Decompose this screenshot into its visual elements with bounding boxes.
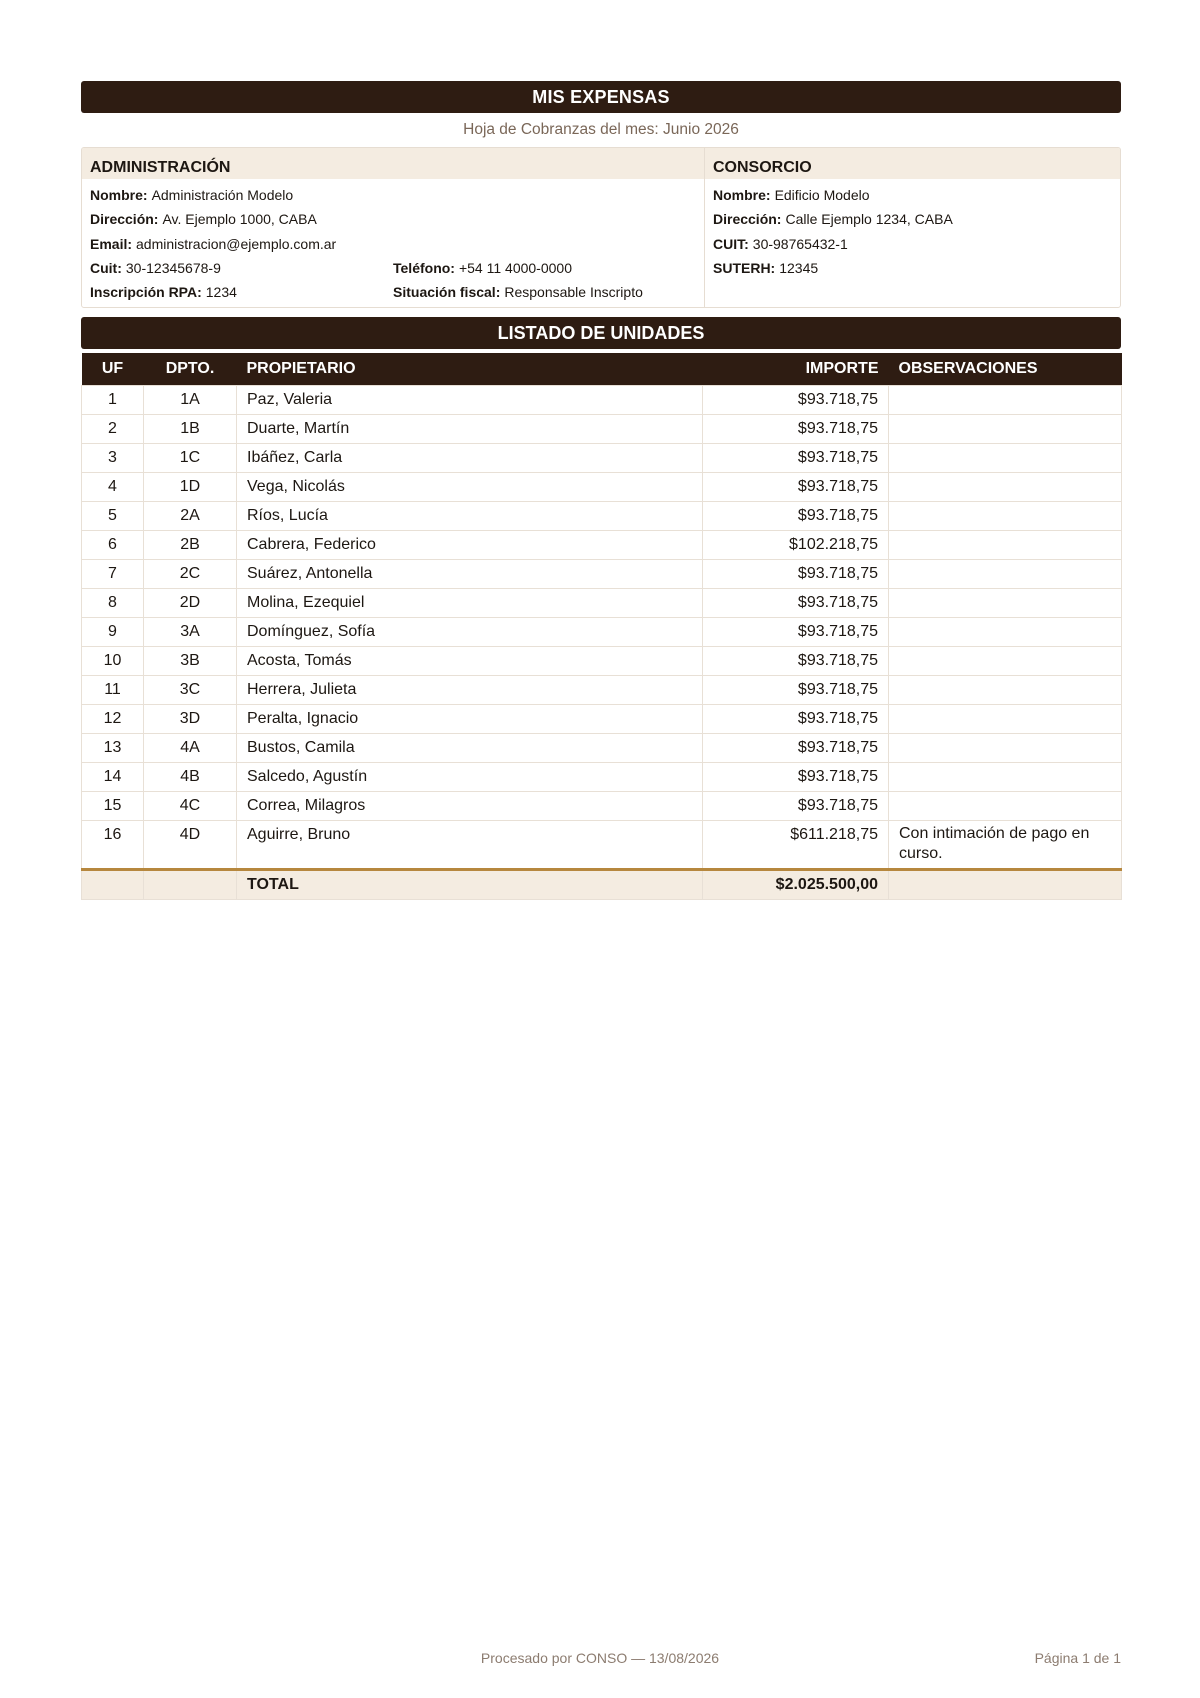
uf-cell: 14 <box>82 762 144 791</box>
table-row <box>82 588 1122 617</box>
consorcio-nombre-label: Nombre: <box>713 187 771 203</box>
admin-telefono-value: +54 11 4000-0000 <box>458 259 572 276</box>
table-row <box>82 762 1122 791</box>
uf-cell: 5 <box>82 501 144 530</box>
listado-title: LISTADO DE UNIDADES <box>81 317 1121 349</box>
column-header-observaciones: OBSERVACIONES <box>898 359 1038 377</box>
table-row <box>82 443 1122 472</box>
dpto-cell: 3D <box>144 704 237 733</box>
admin-rpa-label: Inscripción RPA: <box>90 284 202 301</box>
uf-cell: 11 <box>82 675 144 704</box>
importe-cell: $102.218,75 <box>703 530 889 559</box>
table-row <box>82 791 1122 820</box>
importe-cell: $93.718,75 <box>703 733 889 762</box>
observaciones-cell <box>889 588 1122 617</box>
propietario-cell: Ríos, Lucía <box>237 501 703 530</box>
table-row <box>82 385 1122 414</box>
admin-direccion-line <box>90 207 696 231</box>
importe-cell: $93.718,75 <box>703 762 889 791</box>
uf-cell: 6 <box>82 530 144 559</box>
table-row <box>82 646 1122 675</box>
info-panel <box>81 147 1121 308</box>
table-row <box>82 414 1122 443</box>
uf-cell: 7 <box>82 559 144 588</box>
table-row <box>82 530 1122 559</box>
consorcio-suterh-line <box>713 256 1112 280</box>
propietario-cell: Correa, Milagros <box>237 791 703 820</box>
propietario-cell: Duarte, Martín <box>237 414 703 443</box>
importe-cell: $93.718,75 <box>703 675 889 704</box>
admin-nombre-value: Administración Modelo <box>151 187 294 203</box>
observaciones-cell <box>889 472 1122 501</box>
propietario-cell: Molina, Ezequiel <box>237 588 703 617</box>
importe-cell: $93.718,75 <box>703 559 889 588</box>
dpto-cell: 1C <box>144 443 237 472</box>
column-header-dpto: DPTO. <box>165 359 215 377</box>
uf-cell: 13 <box>82 733 144 762</box>
importe-cell: $93.718,75 <box>703 501 889 530</box>
table-row <box>82 733 1122 762</box>
observaciones-cell <box>889 733 1122 762</box>
propietario-cell: Cabrera, Federico <box>237 530 703 559</box>
column-header-importe: IMPORTE <box>805 359 879 377</box>
consorcio-direccion-value: Calle Ejemplo 1234, CABA <box>785 211 953 228</box>
uf-cell: 1 <box>82 385 144 414</box>
observaciones-cell <box>889 704 1122 733</box>
table-row <box>82 559 1122 588</box>
total-empty-cell <box>144 869 237 899</box>
table-row <box>82 675 1122 704</box>
propietario-cell: Aguirre, Bruno <box>237 820 703 869</box>
footer-processed: Procesado por CONSO — 13/08/2026 <box>480 1650 720 1666</box>
consorcio-section <box>705 148 1120 307</box>
importe-cell: $93.718,75 <box>703 617 889 646</box>
consorcio-direccion-line <box>713 207 1112 231</box>
admin-telefono-label: Teléfono: <box>393 259 455 276</box>
importe-cell: $93.718,75 <box>703 472 889 501</box>
dpto-cell: 1D <box>144 472 237 501</box>
consorcio-suterh-value: 12345 <box>779 259 819 276</box>
dpto-cell: 4C <box>144 791 237 820</box>
total-row <box>82 869 1122 899</box>
observaciones-cell <box>889 385 1122 414</box>
table-body <box>82 385 1122 869</box>
uf-cell: 3 <box>82 443 144 472</box>
document-subtitle: Hoja de Cobranzas del mes: Junio 2026 <box>463 121 739 138</box>
dpto-cell: 2D <box>144 588 237 617</box>
total-empty-cell <box>82 869 144 899</box>
admin-direccion-label: Dirección: <box>90 211 159 228</box>
observaciones-cell <box>889 675 1122 704</box>
column-header-uf: UF <box>101 359 124 377</box>
dpto-cell: 4A <box>144 733 237 762</box>
uf-cell: 12 <box>82 704 144 733</box>
table-row <box>82 820 1122 869</box>
administracion-heading: ADMINISTRACIÓN <box>82 148 704 179</box>
admin-fiscal-label: Situación fiscal: <box>393 284 501 301</box>
admin-nombre-line <box>90 183 696 207</box>
observaciones-cell <box>889 617 1122 646</box>
table-row <box>82 704 1122 733</box>
observaciones-cell <box>889 530 1122 559</box>
consorcio-nombre-line <box>713 183 1112 207</box>
importe-cell: $93.718,75 <box>703 588 889 617</box>
propietario-cell: Bustos, Camila <box>237 733 703 762</box>
consorcio-cuit-line <box>713 232 1112 256</box>
consorcio-suterh-label: SUTERH: <box>713 259 776 276</box>
admin-direccion-value: Av. Ejemplo 1000, CABA <box>162 211 317 228</box>
propietario-cell: Acosta, Tomás <box>237 646 703 675</box>
admin-email-value: administracion@ejemplo.com.ar <box>136 235 337 252</box>
importe-cell: $611.218,75 <box>703 820 889 869</box>
importe-cell: $93.718,75 <box>703 646 889 675</box>
importe-cell: $93.718,75 <box>703 704 889 733</box>
propietario-cell: Salcedo, Agustín <box>237 762 703 791</box>
observaciones-cell <box>889 762 1122 791</box>
uf-cell: 4 <box>82 472 144 501</box>
dpto-cell: 2C <box>144 559 237 588</box>
total-label: TOTAL <box>237 869 703 899</box>
dpto-cell: 2A <box>144 501 237 530</box>
table-header-row <box>82 353 1122 385</box>
uf-cell: 16 <box>82 820 144 869</box>
admin-cuit-telefono-line <box>90 256 696 280</box>
dpto-cell: 4D <box>144 820 237 869</box>
observaciones-cell <box>889 791 1122 820</box>
admin-fiscal-value: Responsable Inscripto <box>504 284 643 301</box>
importe-cell: $93.718,75 <box>703 443 889 472</box>
uf-cell: 8 <box>82 588 144 617</box>
table-row <box>82 617 1122 646</box>
propietario-cell: Herrera, Julieta <box>237 675 703 704</box>
admin-email-line <box>90 232 696 256</box>
propietario-cell: Suárez, Antonella <box>237 559 703 588</box>
consorcio-nombre-value: Edificio Modelo <box>774 187 870 203</box>
importe-cell: $93.718,75 <box>703 791 889 820</box>
propietario-cell: Paz, Valeria <box>237 385 703 414</box>
consorcio-heading: CONSORCIO <box>705 148 1120 179</box>
propietario-cell: Peralta, Ignacio <box>237 704 703 733</box>
observaciones-cell <box>889 414 1122 443</box>
admin-rpa-value: 1234 <box>205 284 237 301</box>
observaciones-cell <box>889 501 1122 530</box>
admin-cuit-label: Cuit: <box>90 259 122 276</box>
propietario-cell: Ibáñez, Carla <box>237 443 703 472</box>
administracion-section <box>82 148 705 307</box>
uf-cell: 15 <box>82 791 144 820</box>
consorcio-cuit-label: CUIT: <box>713 235 749 252</box>
dpto-cell: 1A <box>144 385 237 414</box>
uf-cell: 2 <box>82 414 144 443</box>
dpto-cell: 3B <box>144 646 237 675</box>
propietario-cell: Vega, Nicolás <box>237 472 703 501</box>
dpto-cell: 1B <box>144 414 237 443</box>
observaciones-cell <box>889 559 1122 588</box>
uf-cell: 10 <box>82 646 144 675</box>
importe-cell: $93.718,75 <box>703 385 889 414</box>
unidades-table <box>81 353 1122 900</box>
observaciones-cell: Con intimación de pago en curso. <box>889 820 1122 869</box>
propietario-cell: Domínguez, Sofía <box>237 617 703 646</box>
document-title: MIS EXPENSAS <box>81 81 1121 113</box>
uf-cell: 9 <box>82 617 144 646</box>
admin-cuit-value: 30-12345678-9 <box>125 259 221 276</box>
total-importe: $2.025.500,00 <box>703 869 889 899</box>
observaciones-cell <box>889 646 1122 675</box>
table-row <box>82 501 1122 530</box>
footer-page-number: Página 1 de 1 <box>1034 1650 1121 1666</box>
admin-nombre-label: Nombre: <box>90 187 148 203</box>
total-empty-cell <box>889 869 1122 899</box>
importe-cell: $93.718,75 <box>703 414 889 443</box>
dpto-cell: 3A <box>144 617 237 646</box>
consorcio-direccion-label: Dirección: <box>713 211 782 228</box>
admin-email-label: Email: <box>90 235 133 252</box>
table-row <box>82 472 1122 501</box>
consorcio-cuit-value: 30-98765432-1 <box>752 235 848 252</box>
observaciones-cell <box>889 443 1122 472</box>
dpto-cell: 3C <box>144 675 237 704</box>
admin-rpa-fiscal-line <box>90 280 696 304</box>
dpto-cell: 2B <box>144 530 237 559</box>
column-header-propietario: PROPIETARIO <box>246 359 356 377</box>
document-page <box>81 81 1121 900</box>
dpto-cell: 4B <box>144 762 237 791</box>
